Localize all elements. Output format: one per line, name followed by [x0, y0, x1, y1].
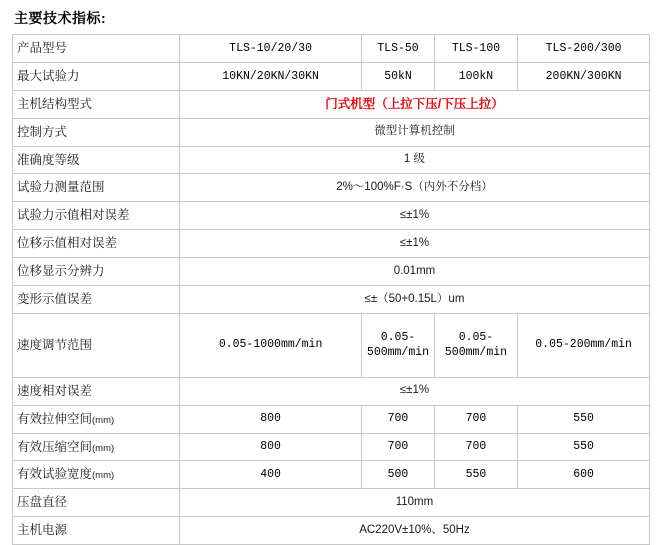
table-row: [13, 461, 650, 489]
row-label-text: 有效试验宽度: [17, 467, 93, 482]
row-value-cell: TLS-50: [362, 35, 434, 63]
row-label: 位移显示分辨力: [13, 258, 180, 286]
row-label: [13, 461, 180, 489]
table-row: [13, 489, 650, 517]
row-value-cell: 200KN/300KN: [518, 62, 650, 90]
row-label: 位移示值相对误差: [13, 230, 180, 258]
row-label-text: 有效压缩空间: [17, 439, 93, 454]
row-label: 试验力示值相对误差: [13, 202, 180, 230]
table-row: [13, 285, 650, 313]
table-row: [13, 174, 650, 202]
row-value: 0.01mm: [179, 258, 649, 286]
row-value-cell: 550: [518, 433, 650, 461]
row-label: 主机结构型式: [13, 90, 180, 118]
row-label-unit: (mm): [92, 470, 115, 482]
row-label: 压盘直径: [13, 489, 180, 517]
row-value-cell: 50kN: [362, 62, 434, 90]
row-label: 准确度等级: [13, 146, 180, 174]
row-value-cell: 700: [434, 405, 517, 433]
row-value: AC220V±10%、50Hz: [179, 517, 649, 545]
row-label: 速度调节范围: [13, 313, 180, 377]
row-label: 主机电源: [13, 517, 180, 545]
table-row: [13, 118, 650, 146]
table-row: [13, 313, 650, 377]
row-value-cell: 0.05-1000mm/min: [179, 313, 361, 377]
row-value-cell: TLS-10/20/30: [179, 35, 361, 63]
table-row: [13, 35, 650, 63]
row-value: 110mm: [179, 489, 649, 517]
table-row: [13, 230, 650, 258]
row-value-cell: 800: [179, 433, 361, 461]
row-value-cell: 10KN/20KN/30KN: [179, 62, 361, 90]
row-value-cell: 0.05-500mm/min: [362, 313, 434, 377]
row-label: 速度相对误差: [13, 377, 180, 405]
table-row: [13, 517, 650, 545]
table-row: [13, 433, 650, 461]
spec-table-body: [13, 35, 650, 545]
row-value-cell: 500: [362, 461, 434, 489]
row-value-highlight: 门式机型（上拉下压/下压上拉）: [179, 90, 649, 118]
row-label-unit: (mm): [92, 414, 115, 426]
row-value-cell: 700: [362, 405, 434, 433]
row-value-cell: 0.05-200mm/min: [518, 313, 650, 377]
table-row: [13, 146, 650, 174]
table-row: [13, 377, 650, 405]
row-label: 控制方式: [13, 118, 180, 146]
row-value-cell: 700: [434, 433, 517, 461]
row-value: ≤±1%: [179, 377, 649, 405]
row-label: [13, 405, 180, 433]
row-value: 1 级: [179, 146, 649, 174]
row-value: 2%～100%F·S（内外不分档）: [179, 174, 649, 202]
row-value-cell: 800: [179, 405, 361, 433]
table-row: [13, 405, 650, 433]
row-label-unit: (mm): [92, 442, 115, 454]
row-label: 最大试验力: [13, 62, 180, 90]
row-value-cell: 0.05-500mm/min: [434, 313, 517, 377]
row-label: 试验力测量范围: [13, 174, 180, 202]
row-value-cell: 700: [362, 433, 434, 461]
table-row: [13, 258, 650, 286]
row-value-cell: 550: [518, 405, 650, 433]
row-label: 变形示值误差: [13, 285, 180, 313]
row-value-cell: 400: [179, 461, 361, 489]
row-label: [13, 433, 180, 461]
table-row: [13, 62, 650, 90]
row-value-cell: 550: [434, 461, 517, 489]
row-value: 微型计算机控制: [179, 118, 649, 146]
spec-table: [12, 34, 650, 545]
row-value-cell: 100kN: [434, 62, 517, 90]
row-value-cell: 600: [518, 461, 650, 489]
row-label: 产品型号: [13, 35, 180, 63]
page-title: 主要技术指标:: [14, 10, 107, 26]
row-value-cell: TLS-200/300: [518, 35, 650, 63]
row-value: ≤±1%: [179, 202, 649, 230]
row-value-cell: TLS-100: [434, 35, 517, 63]
row-label-text: 有效拉伸空间: [17, 411, 93, 426]
table-row: [13, 202, 650, 230]
table-row: [13, 90, 650, 118]
row-value: ≤±1%: [179, 230, 649, 258]
row-value: ≤±（50+0.15L）um: [179, 285, 649, 313]
